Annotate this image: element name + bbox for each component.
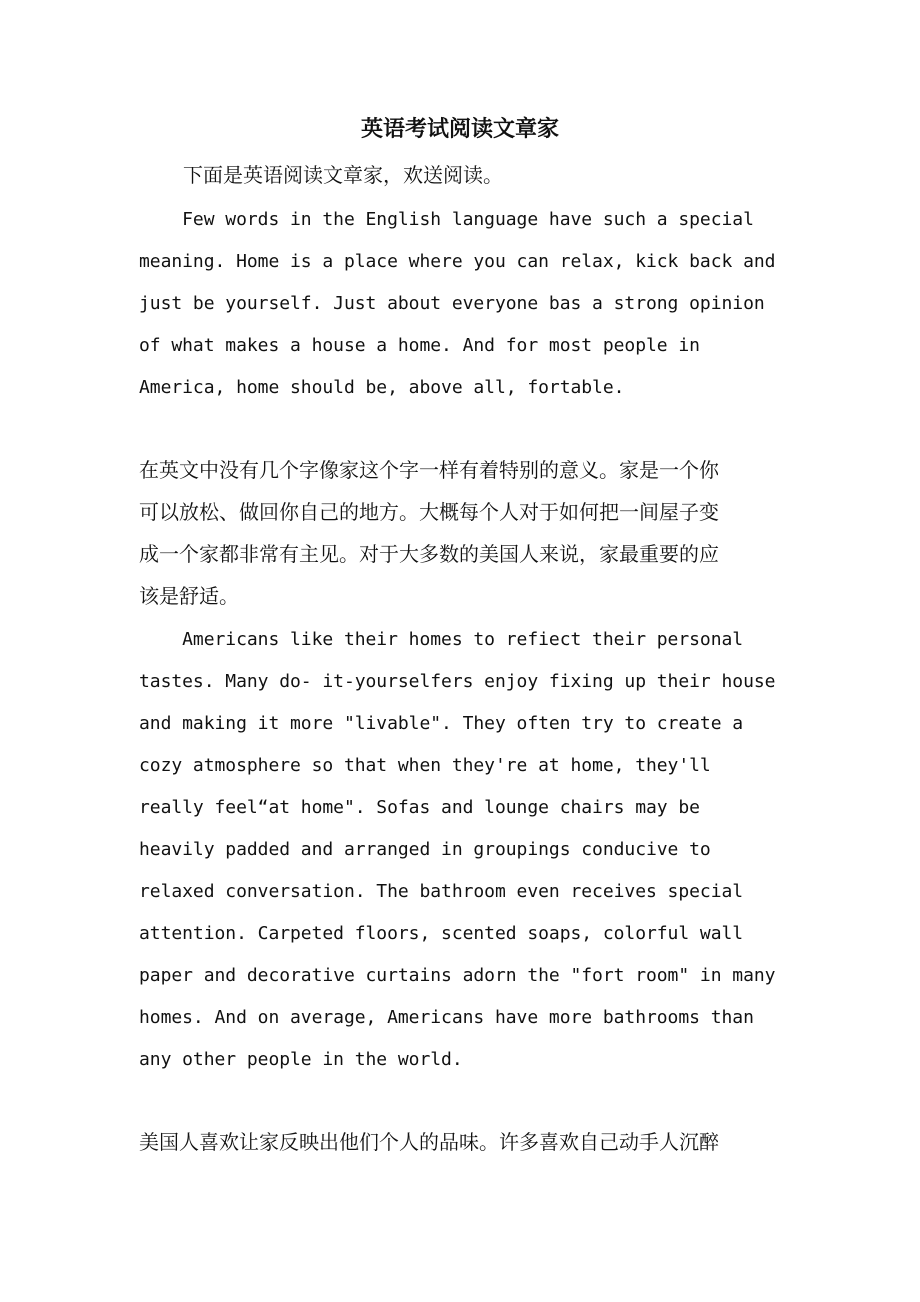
document-title: 英语考试阅读文章家	[360, 116, 559, 142]
text-line: America, home should be, above all, fortable.	[139, 377, 625, 398]
text-line: just be yourself. Just about everyone bas a strong opinion	[139, 293, 765, 314]
text-line: attention. Carpeted floors, scented soaps, colorful wall	[139, 923, 744, 944]
text-line: 美国人喜欢让家反映出他们个人的品味。许多喜欢自己动手人沉醉	[139, 1130, 719, 1154]
text-line: relaxed conversation. The bathroom even receives special	[139, 881, 744, 902]
intro-text: 下面是英语阅读文章家，欢送阅读。	[183, 163, 503, 187]
text-line: tastes. Many do- it-yourselfers enjoy fixing up their house	[139, 671, 776, 692]
text-line: 该是舒适。	[139, 584, 239, 608]
text-line: of what makes a house a home. And for most people in	[139, 335, 700, 356]
text-line: homes. And on average, Americans have more bathrooms than	[139, 1007, 754, 1028]
paragraph-english-1	[139, 199, 799, 409]
text-line: heavily padded and arranged in groupings conducive to	[139, 839, 711, 860]
text-line: 成一个家都非常有主见。对于大多数的美国人来说，家最重要的应	[139, 542, 719, 566]
paragraph-chinese-1	[139, 449, 799, 617]
text-line: 在英文中没有几个字像家这个字一样有着特别的意义。家是一个你	[139, 458, 719, 482]
text-line: and making it more "livable". They often try to create a	[139, 713, 744, 734]
paragraph-chinese-2	[139, 1121, 799, 1163]
text-line: cozy atmosphere so that when they're at home, they'll	[139, 755, 711, 776]
text-line: Few words in the English language have such a special	[139, 209, 754, 230]
text-line: meaning. Home is a place where you can relax, kick back and	[139, 251, 776, 272]
paragraph-english-2	[139, 619, 799, 1081]
text-line: Americans like their homes to refiect their personal	[139, 629, 744, 650]
text-line: any other people in the world.	[139, 1049, 463, 1070]
text-line: 可以放松、做回你自己的地方。大概每个人对于如何把一间屋子变	[139, 500, 719, 524]
text-line: really feel“at home". Sofas and lounge chairs may be	[139, 797, 700, 818]
text-line: paper and decorative curtains adorn the "fort room" in many	[139, 965, 776, 986]
